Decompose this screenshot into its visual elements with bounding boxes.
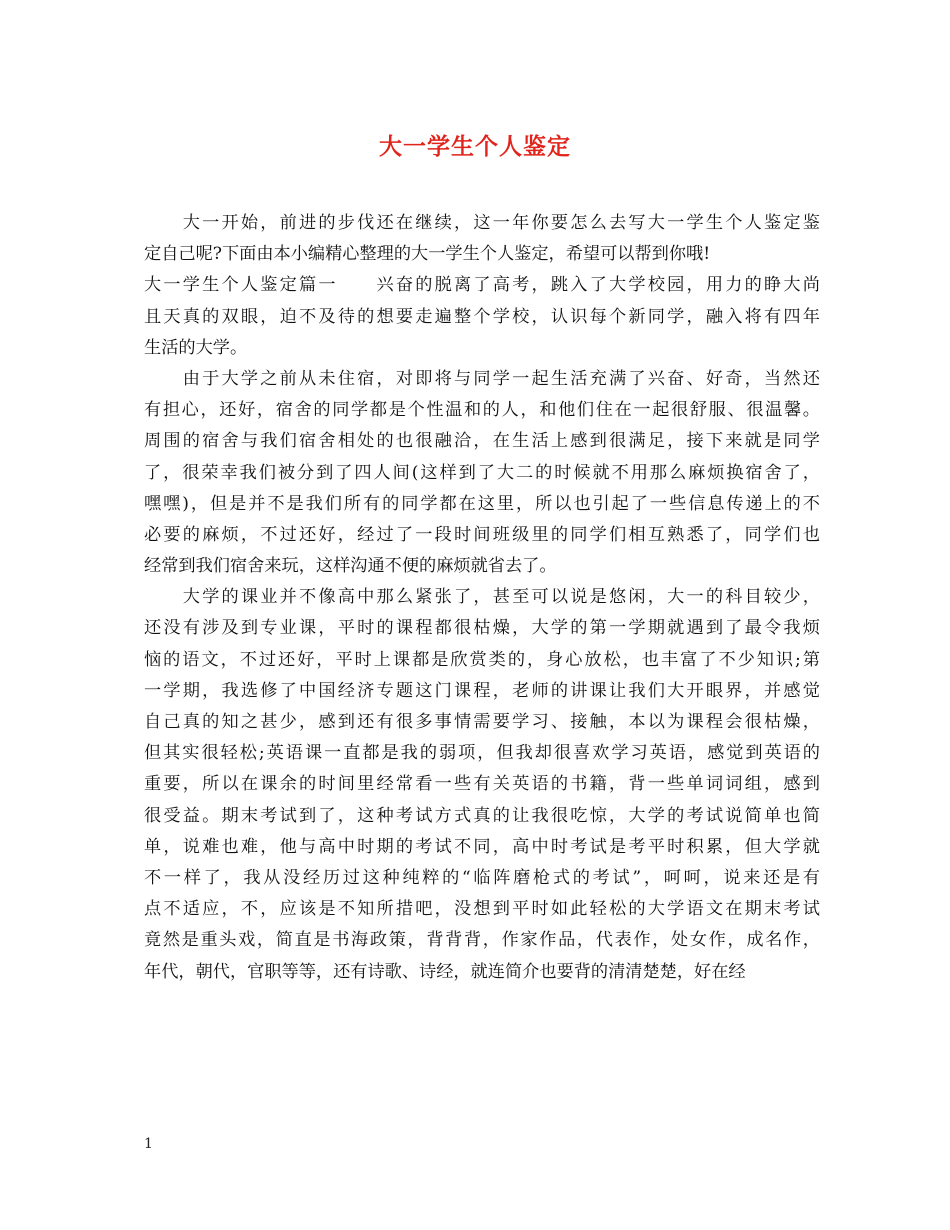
text-line: 必要的麻烦，不过还好，经过了一段时间班级里的同学们相互熟悉了，同学们也 (144, 524, 820, 545)
document-title: 大一学生个人鉴定 (379, 133, 571, 160)
text-line: 一学期，我选修了中国经济专题这门课程，老师的讲课让我们大开眼界，并感觉 (144, 680, 820, 701)
text-line: 大学的课业并不像高中那么紧张了，甚至可以说是悠闲，大一的科目较少， (144, 587, 820, 608)
text-line: 还没有涉及到专业课，平时的课程都很枯燥，大学的第一学期就遇到了最令我烦 (144, 618, 820, 639)
text-line: 经常到我们宿舍来玩，这样沟通不便的麻烦就省去了。 (144, 556, 557, 577)
text-line: 且天真的双眼，迫不及待的想要走遍整个学校，认识每个新同学，融入将有四年 (144, 306, 820, 327)
text-line: 有担心，还好，宿舍的同学都是个性温和的人，和他们住在一起很舒服、很温馨。 (144, 400, 820, 421)
document-body (144, 208, 820, 988)
text-line: 恼的语文，不过还好，平时上课都是欣赏类的，身心放松，也丰富了不少知识;第 (144, 649, 820, 670)
text-line: 重要，所以在课余的时间里经常看一些有关英语的书籍，背一些单词词组，感到 (144, 774, 820, 795)
text-line: 竟然是重头戏，简直是书海政策，背背背，作家作品，代表作，处女作，成名作， (144, 930, 820, 951)
text-line: 单，说难也难，他与高中时期的考试不同，高中时考试是考平时积累，但大学就 (144, 836, 820, 857)
text-line: 周围的宿舍与我们宿舍相处的也很融洽，在生活上感到很满足，接下来就是同学 (144, 431, 820, 452)
text-line: 大一开始，前进的步伐还在继续，这一年你要怎么去写大一学生个人鉴定鉴 (144, 213, 820, 233)
text-line: 年代，朝代，官职等等，还有诗歌、诗经，就连简介也要背的清清楚楚，好在经 (144, 961, 746, 982)
text-line: 定自己呢?下面由本小编精心整理的大一学生个人鉴定，希望可以帮到你哦! (144, 244, 711, 265)
text-line: 大一学生个人鉴定篇一 兴奋的脱离了高考，跳入了大学校园，用力的睁大尚 (144, 275, 820, 296)
text-line: 不一样了，我从没经历过这种纯粹的“临阵磨枪式的考试”，呵呵，说来还是有 (144, 867, 820, 888)
text-line: 由于大学之前从未住宿，对即将与同学一起生活充满了兴奋、好奇，当然还 (144, 368, 820, 389)
text-line: 了，很荣幸我们被分到了四人间(这样到了大二的时候就不用那么麻烦换宿舍了， (144, 462, 820, 483)
text-line: 很受益。期末考试到了，这种考试方式真的让我很吃惊，大学的考试说简单也简 (144, 805, 820, 826)
text-line: 自己真的知之甚少，感到还有很多事情需要学习、接触，本以为课程会很枯燥， (144, 712, 820, 732)
text-line: 点不适应，不，应该是不知所措吧，没想到平时如此轻松的大学语文在期末考试 (144, 899, 820, 920)
text-line: 但其实很轻松;英语课一直都是我的弱项，但我却很喜欢学习英语，感觉到英语的 (144, 743, 820, 764)
text-line: 生活的大学。 (144, 337, 248, 358)
text-line: 嘿嘿)，但是并不是我们所有的同学都在这里，所以也引起了一些信息传递上的不 (144, 493, 820, 514)
page-number: 1 (144, 1136, 153, 1152)
